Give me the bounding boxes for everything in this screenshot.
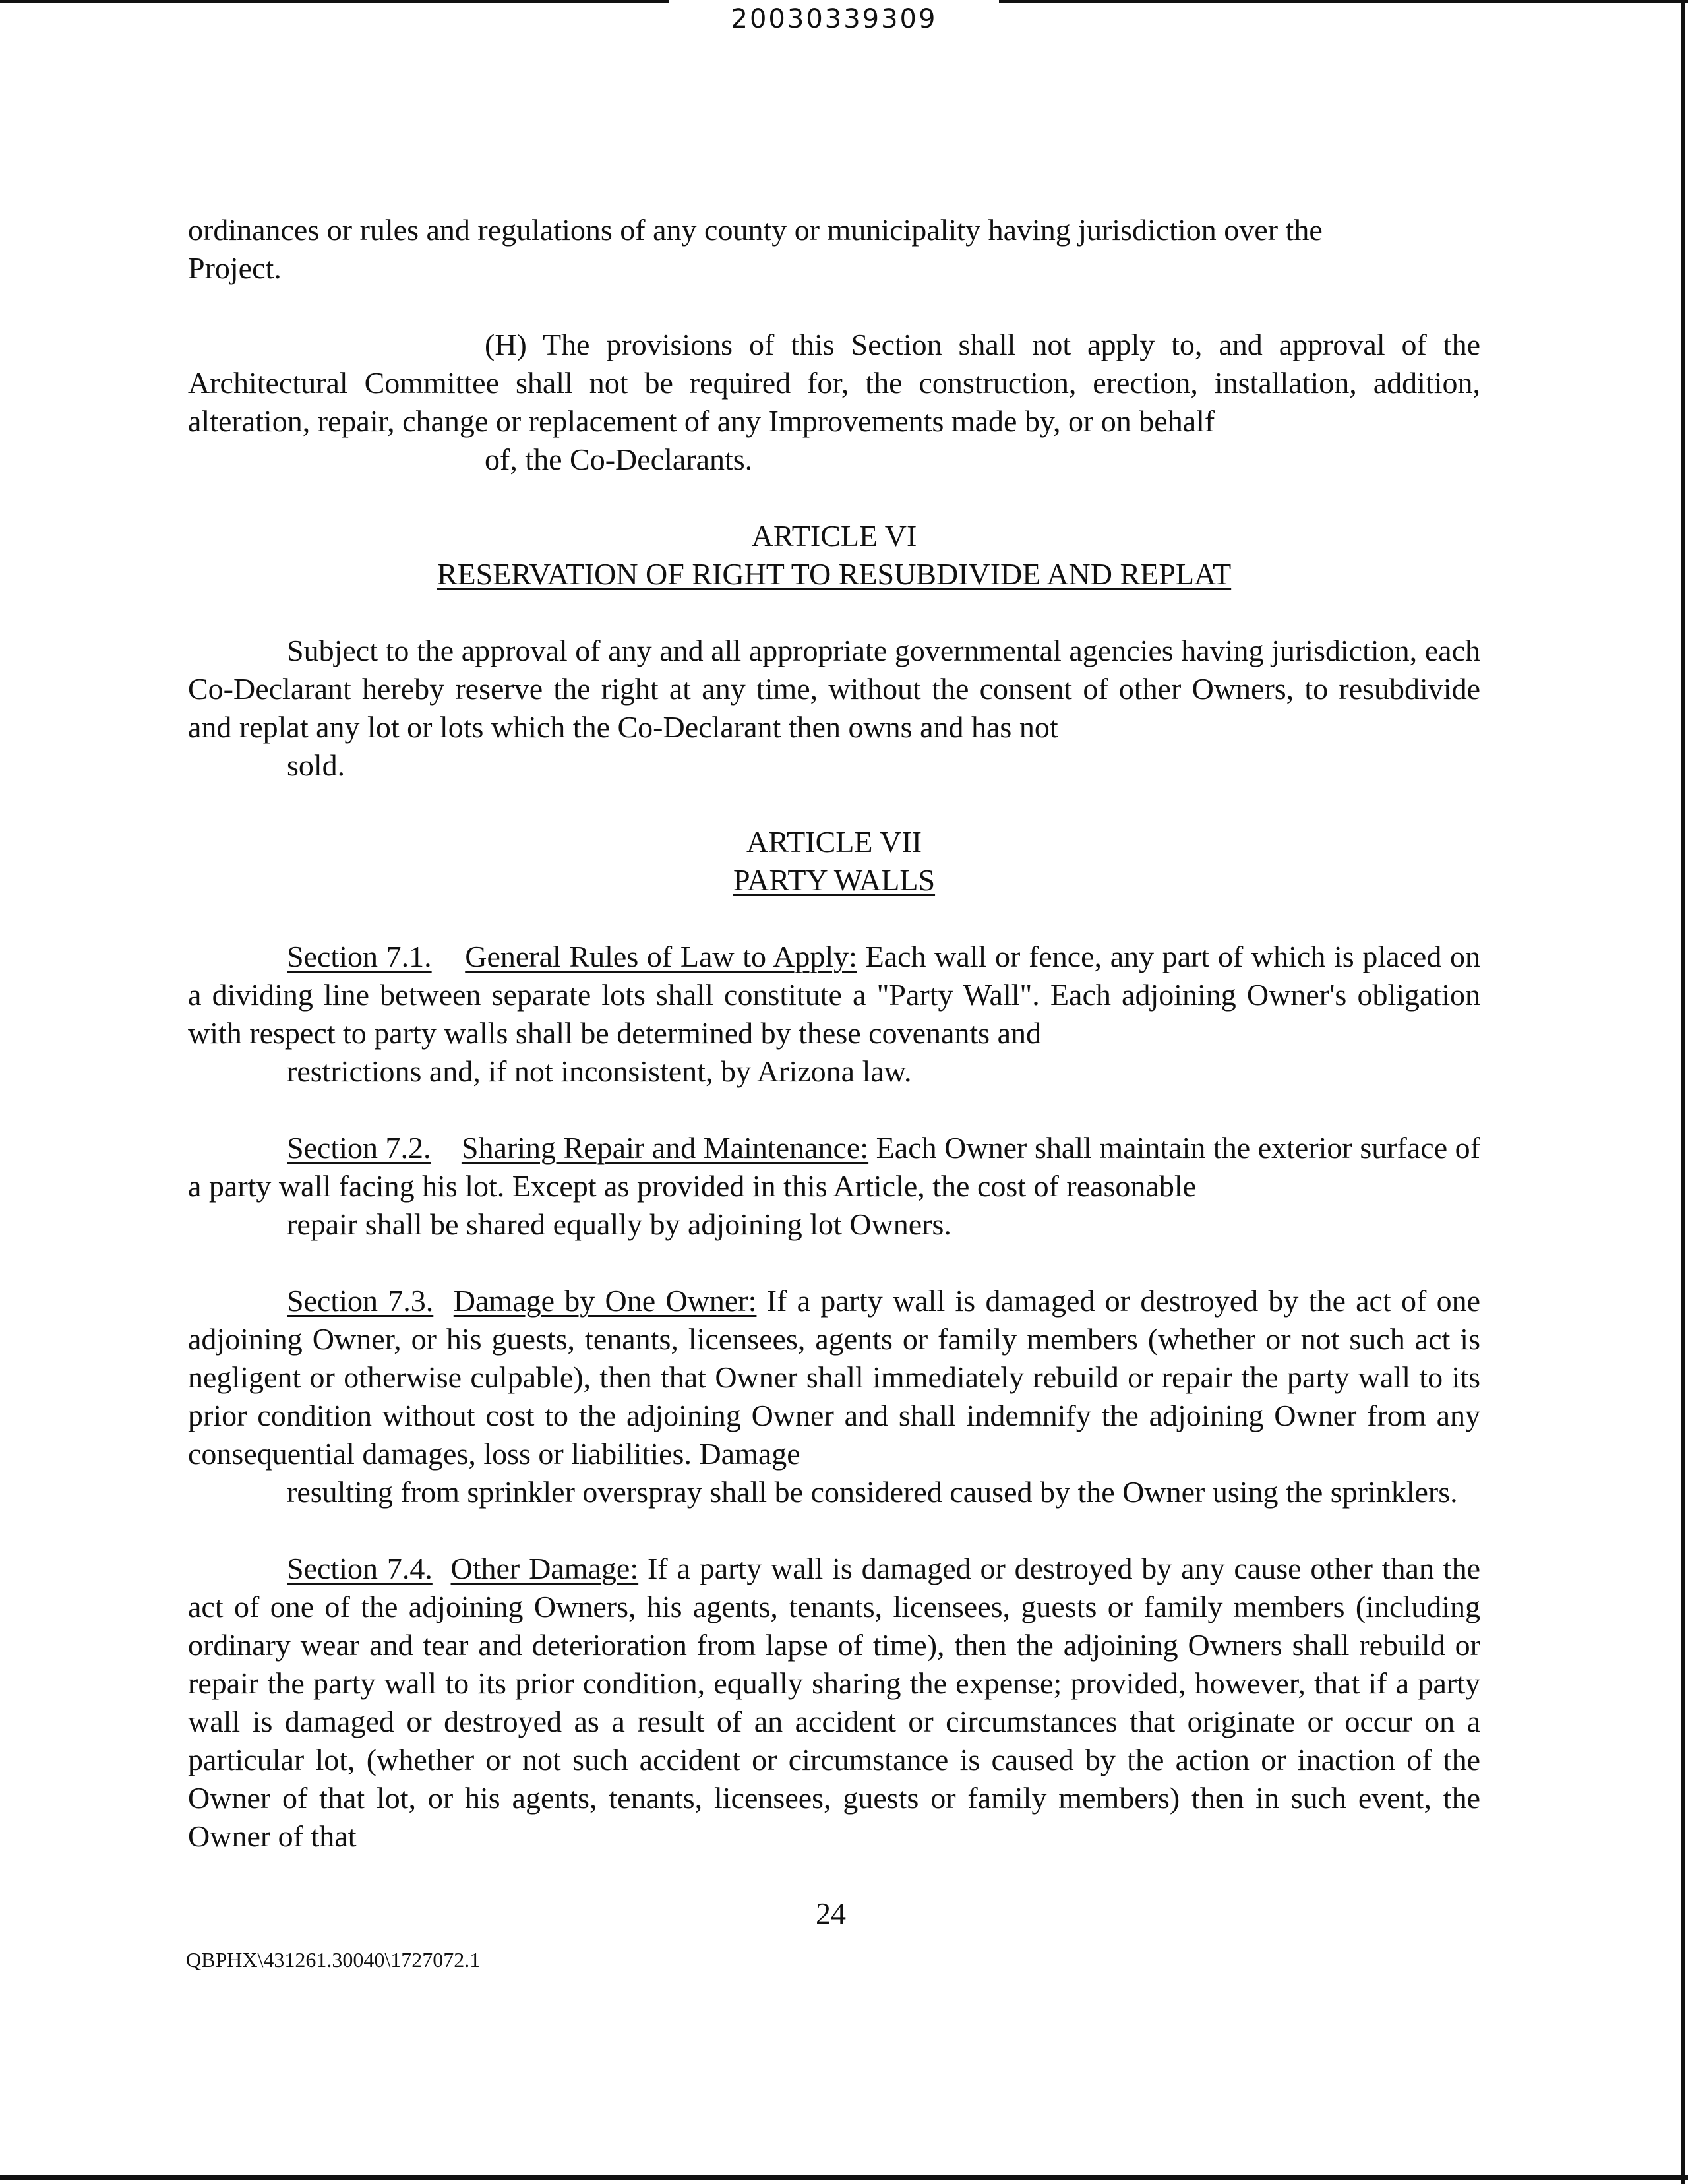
article-vii-heading xyxy=(188,823,1480,899)
section-number: Section 7.2. xyxy=(287,1131,431,1165)
article-title: RESERVATION OF RIGHT TO RESUBDIVIDE AND REPLAT xyxy=(437,557,1232,591)
bottom-border xyxy=(0,2175,1688,2180)
recording-number: 20030339309 xyxy=(731,4,938,34)
article-vi-heading xyxy=(188,517,1480,593)
section-text: If a party wall is damaged or destroyed by the act of one adjoining Owner, or his guests, tenants, licensees, agents or family members (whether or not such act is negligent or otherwise culpable), then that Owner shall immediately rebuild or repair the party wall to its prior condition without cost to the adjoining Owner and shall indemnify the adjoining Owner from any consequential damages, loss or liabilities. Damage xyxy=(188,1284,1481,1471)
section-last-line: restrictions and, if not inconsistent, by Arizona law. xyxy=(287,1054,912,1088)
section-text: If a party wall is damaged or destroyed by any cause other than the act of one of the adjoining Owners, his agents, tenants, licensees, guests or family members (including ordinary wear and tear and deterioration from lapse of time), then the adjoining Owners shall rebuild or repair the party wall to its prior condition, equally sharing the expense; provided, however, that if a party wall is damaged or destroyed as a result of an accident or circumstances that originate or occur on a particular lot, (whether or not such accident or circumstance is caused by the action or inaction of the Owner of that lot, or his agents, tenants, licensees, guests or family members) then in such event, the Owner of that xyxy=(188,1552,1480,1853)
paragraph-last-line: of, the Co-Declarants. xyxy=(485,442,753,476)
paragraph-text: Subject to the approval of any and all appropriate governmental agencies having jurisdiction, each Co-Declarant hereby reserve the right at any time, without the consent of other Owners, to resubdivide and replat any lot or lots which the Co-Declarant then owns and has not xyxy=(188,634,1480,744)
paragraph-text: ordinances or rules and regulations of any county or municipality having jurisdiction over the xyxy=(188,213,1323,247)
document-id-footer: QBPHX\431261.30040\1727072.1 xyxy=(186,1948,481,1972)
section-7-4 xyxy=(188,1550,1480,1856)
section-7-3 xyxy=(188,1282,1480,1511)
article-number: ARTICLE VII xyxy=(746,825,922,859)
section-title: General Rules of Law to Apply: xyxy=(465,940,857,973)
section-last-line: repair shall be shared equally by adjoining lot Owners. xyxy=(287,1207,951,1241)
paragraph-text: (H) The provisions of this Section shall not apply to, and approval of the Architectural Committee shall not be required for, the construction, erection, installation, addition, alteration, repair, change or replacement of any Improvements made by, or on behalf xyxy=(188,328,1480,438)
article-number: ARTICLE VI xyxy=(751,519,917,553)
paragraph-last-line: sold. xyxy=(287,748,346,782)
section-title: Sharing Repair and Maintenance: xyxy=(461,1131,869,1165)
document-body xyxy=(188,211,1480,1894)
page-number: 24 xyxy=(816,1896,846,1930)
top-border-left xyxy=(0,0,669,3)
section-title: Other Damage: xyxy=(450,1552,639,1585)
section-text: Each wall or fence, any part of which is placed on a dividing line between separate lots shall constitute a "Party Wall". Each adjoining Owner's obligation with respect to party walls shall be determined by these covenants and xyxy=(188,940,1480,1050)
article-vi-paragraph xyxy=(188,632,1480,785)
top-border-right xyxy=(999,0,1688,3)
section-number: Section 7.1. xyxy=(287,940,432,973)
section-number: Section 7.3. xyxy=(287,1284,434,1318)
paragraph-continued xyxy=(188,211,1480,288)
right-border xyxy=(1681,0,1685,2184)
section-text: Each Owner shall maintain the exterior surface of a party wall facing his lot. Except as provided in this Article, the cost of reasonable xyxy=(188,1131,1481,1203)
section-number: Section 7.4. xyxy=(287,1552,433,1585)
paragraph-h xyxy=(188,326,1480,479)
section-7-2 xyxy=(188,1129,1480,1244)
section-title: Damage by One Owner: xyxy=(453,1284,757,1318)
section-last-line: resulting from sprinkler overspray shall be considered caused by the Owner using the sprinklers. xyxy=(287,1475,1458,1509)
section-7-1 xyxy=(188,938,1480,1091)
paragraph-last-line: Project. xyxy=(188,251,282,285)
article-title: PARTY WALLS xyxy=(733,863,936,897)
